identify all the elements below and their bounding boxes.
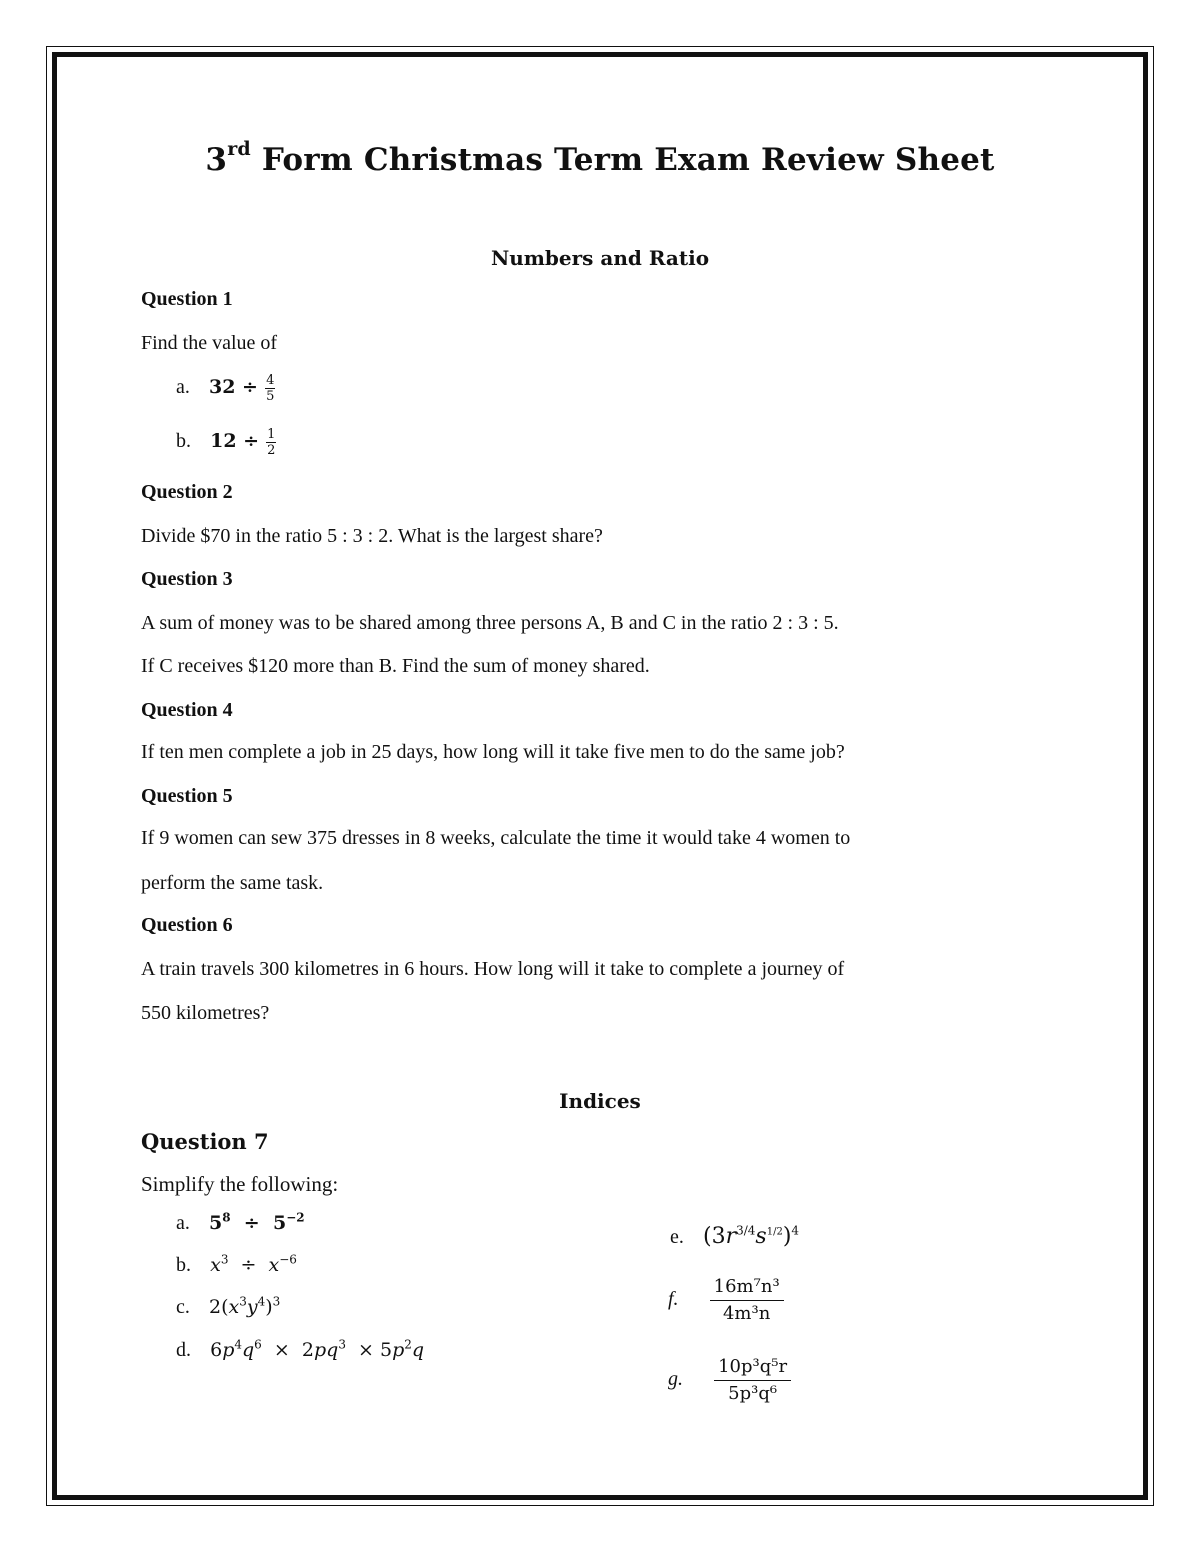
question-7-item-e: e. $(3r^{3/4}s^{1/2})^4$ [670,1223,800,1249]
question-6-heading: Question 6 [141,914,233,936]
question-1-heading: Question 1 [141,288,233,310]
fraction-f: $\frac{\text{16m⁷n³}}{\text{4m³n}}$ [710,1276,784,1325]
question-6-line-2: 550 kilometres? [141,1002,270,1024]
question-7-item-d: d. $6p^4q^6 \times 2pq^3 \times 5p^2q$ [176,1337,425,1361]
question-4-heading: Question 4 [141,699,233,721]
question-7-prompt: Simplify the following: [141,1172,339,1196]
question-7-item-a: a. $5^8 \div 5^{-2}$ [176,1210,305,1234]
page-title: 3rd Form Christmas Term Exam Review Sheet [205,138,995,178]
question-3-line-1: A sum of money was to be shared among three persons A, B and C in the ratio 2 : 3 : 5. [141,612,839,634]
question-5-line-1: If 9 women can sew 375 dresses in 8 weeks, calculate the time it would take 4 women to [141,827,851,849]
question-7-item-c: c. $2(x^3y^4)^3$ [176,1294,281,1318]
question-2-text: Divide $70 in the ratio 5 : 3 : 2. What is the largest share? [141,525,603,547]
fraction-g: $\frac{\text{10p³q⁵r}}{\text{5p³q⁶}}$ [714,1356,791,1405]
question-2-heading: Question 2 [141,481,233,503]
question-1-item-b: b. 12 ÷ $\frac{1}{2}$ [176,427,276,458]
fraction: $\frac{1}{2}$ [267,427,276,458]
question-4-text: If ten men complete a job in 25 days, how long will it take five men to do the same job? [141,741,845,763]
question-5-heading: Question 5 [141,785,233,807]
question-3-line-2: If C receives $120 more than B. Find the sum of money shared. [141,655,650,677]
fraction: $\frac{4}{5}$ [266,373,275,404]
section-heading-indices: Indices [559,1089,641,1113]
question-5-line-2: perform the same task. [141,872,324,894]
section-heading-numbers: Numbers and Ratio [490,246,710,270]
question-1-prompt: Find the value of [141,332,278,354]
question-7-item-f: f. $\frac{\text{16m⁷n³}}{\text{4m³n}}$ [668,1276,784,1325]
question-7-heading: Question 7 [141,1129,269,1154]
question-1-item-a: a. 32 ÷ $\frac{4}{5}$ [176,373,275,404]
question-6-line-1: A train travels 300 kilometres in 6 hours. How long will it take to complete a journey of [141,958,845,980]
question-7-item-g: g. $\frac{\text{10p³q⁵r}}{\text{5p³q⁶}}$ [668,1356,791,1405]
question-7-item-b: b. $x^3 \div x^{-6}$ [176,1252,297,1276]
question-3-heading: Question 3 [141,568,233,590]
